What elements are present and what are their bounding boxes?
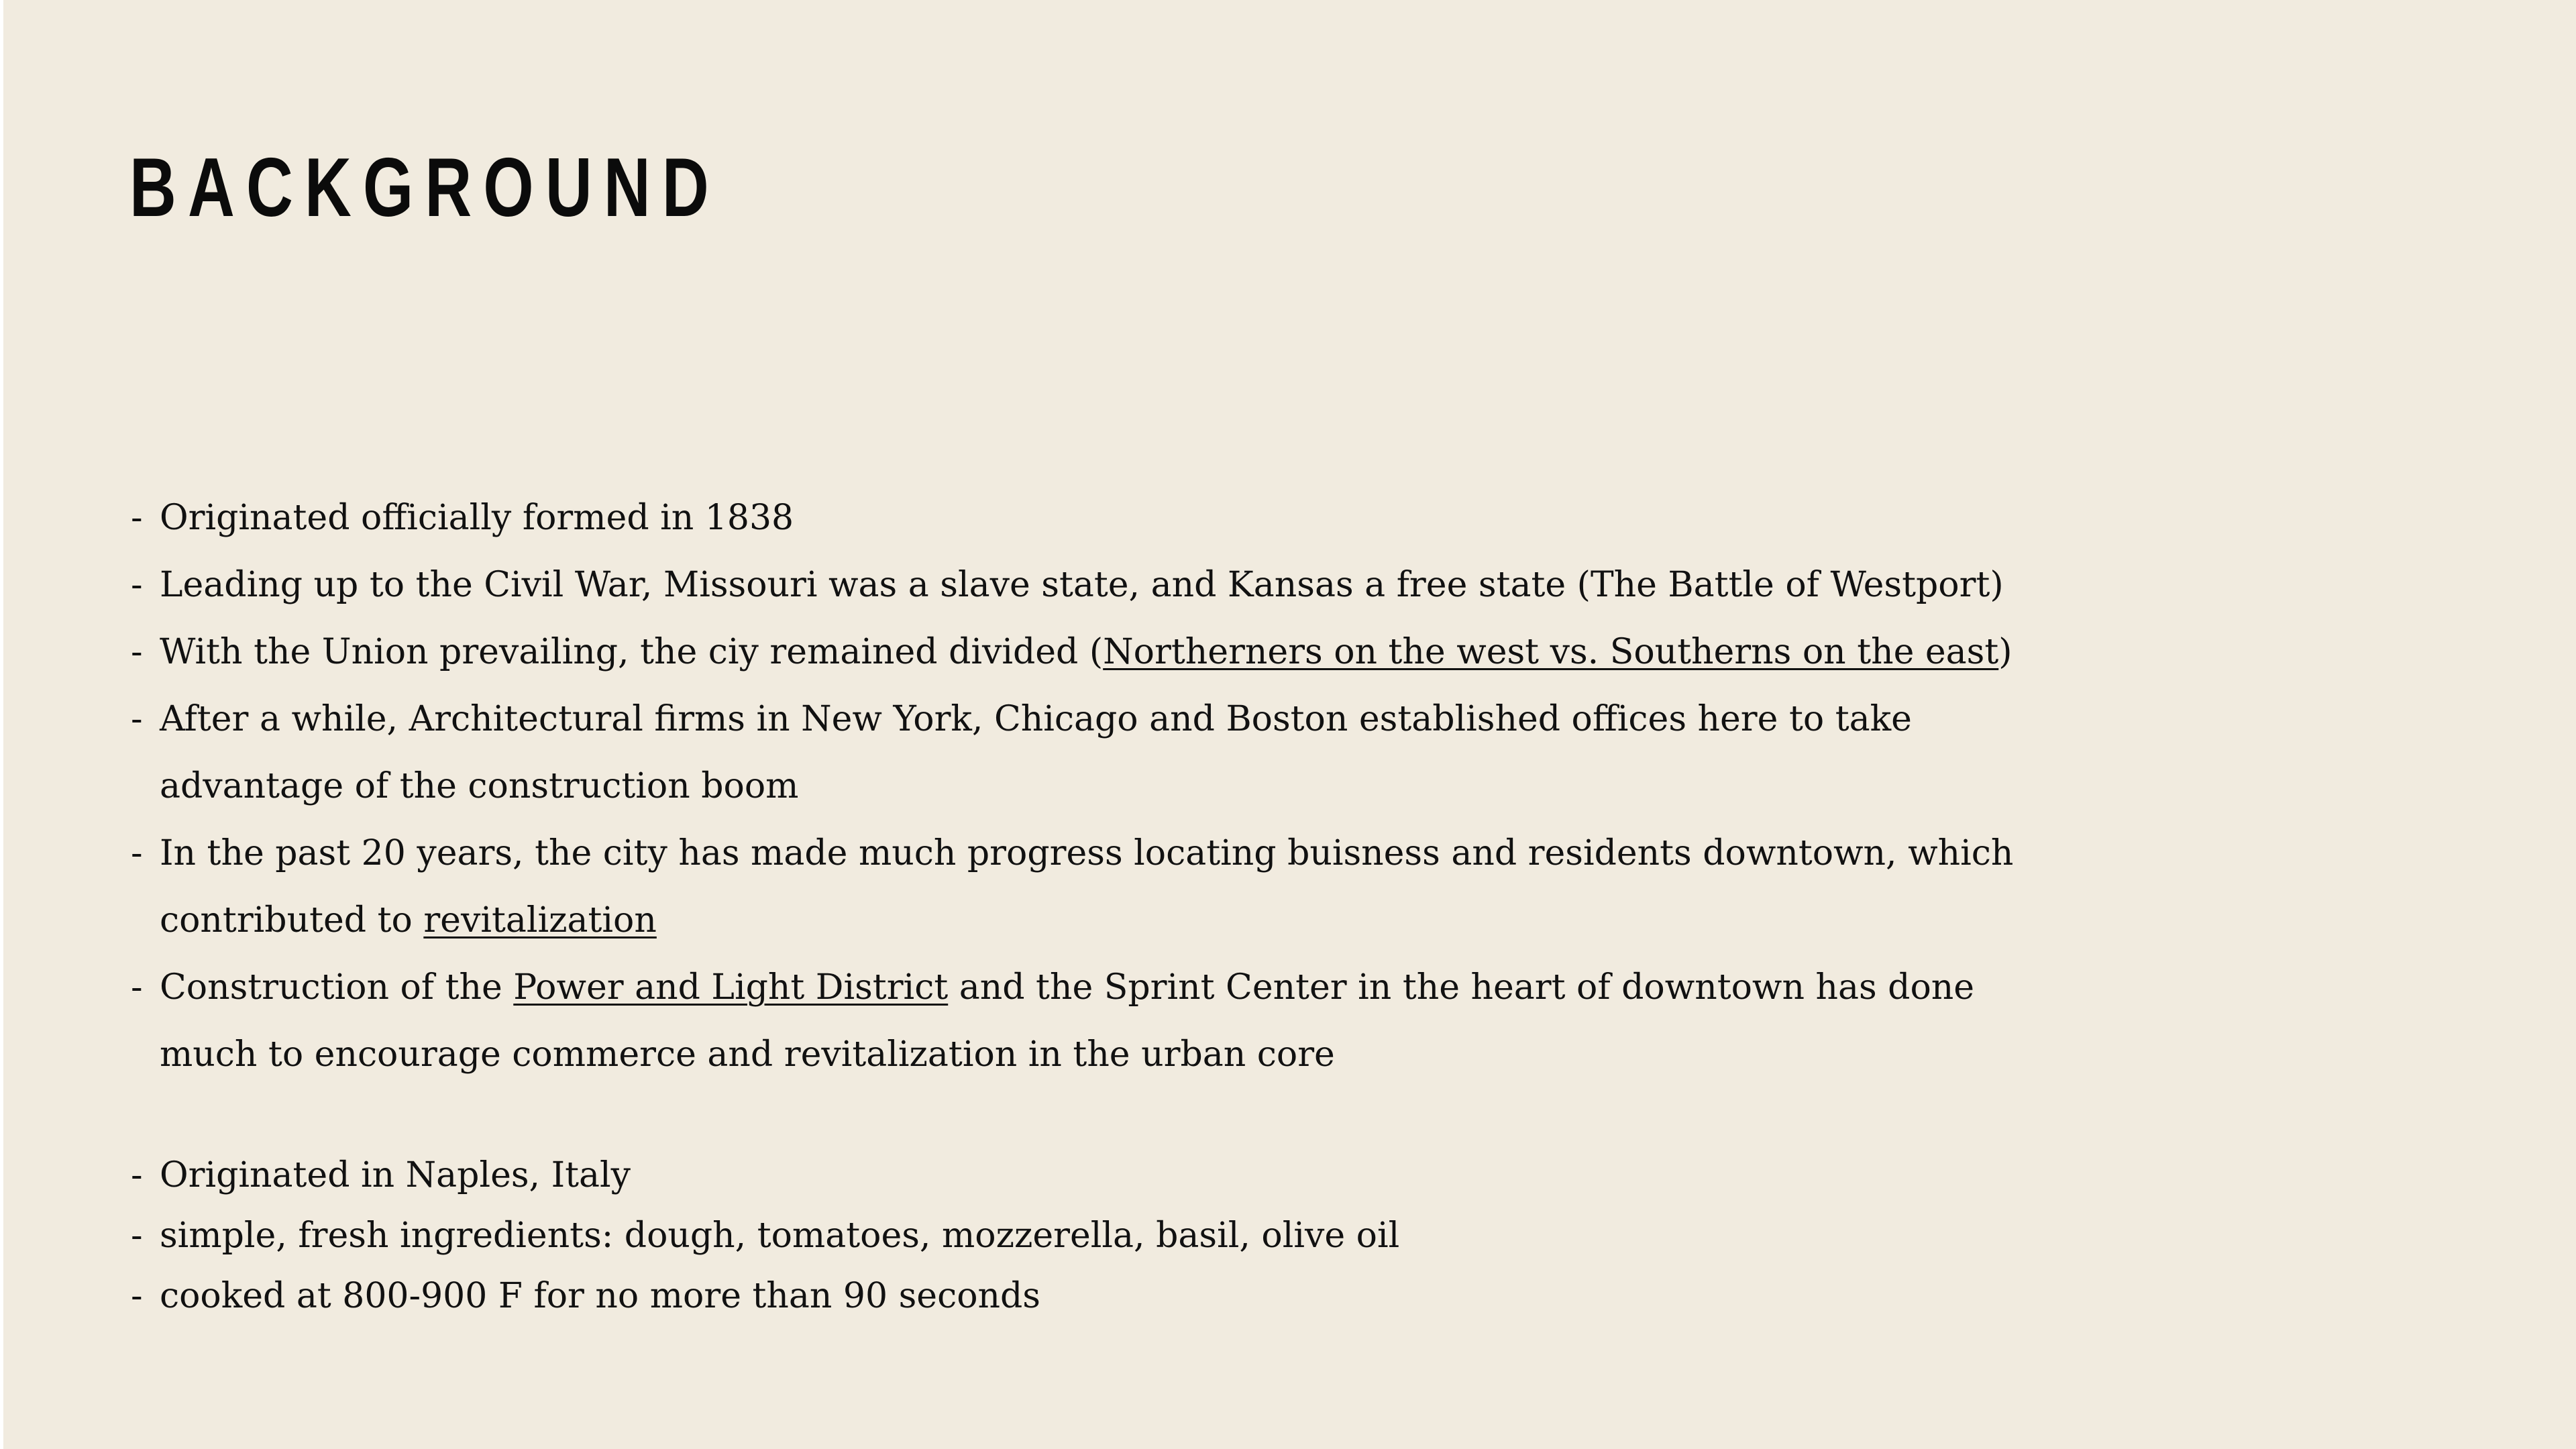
- item-text-line-2: much to encourage commerce and revitalization in the urban core: [160, 1034, 1335, 1075]
- bullet-dash: -: [131, 1216, 143, 1256]
- item-text: Originated in Naples, Italy: [160, 1155, 631, 1195]
- list-item: [131, 954, 1976, 1088]
- slide-title: BACKGROUND: [129, 142, 720, 234]
- underlined-link-text[interactable]: Northerners on the west vs. Southerns on the east: [1103, 632, 1999, 672]
- item-text-line-1: In the past 20 years, the city has made much progress locating buisness and residents downtown, which: [160, 833, 2014, 873]
- item-text: and the Sprint Center in the heart of downtown has done: [948, 967, 1975, 1008]
- item-text-line-2: contributed to: [160, 900, 424, 941]
- bullet-dash: -: [131, 498, 143, 538]
- bullet-dash: -: [131, 1276, 143, 1316]
- list-item: [131, 619, 2012, 686]
- bullet-dash: -: [131, 833, 143, 873]
- item-text-line-2: advantage of the construction boom: [160, 766, 799, 806]
- underlined-link-text[interactable]: Power and Light District: [513, 967, 949, 1008]
- item-text: Originated officially formed in 1838: [160, 498, 794, 538]
- bullet-dash: -: [131, 632, 143, 672]
- list-item: [131, 1145, 1976, 1205]
- bullet-dash: -: [131, 1155, 143, 1195]
- item-text-line-1: After a while, Architectural firms in New York, Chicago and Boston established offices here to take: [160, 699, 1912, 739]
- item-text: With the Union prevailing, the ciy remained divided (: [160, 632, 1104, 672]
- item-text: ): [1998, 632, 2012, 672]
- list-item: [131, 820, 2014, 954]
- list-item: [131, 1205, 1976, 1266]
- history-bullet-list: [131, 484, 2014, 1088]
- list-item: [131, 551, 2004, 619]
- bullet-dash: -: [131, 699, 143, 739]
- bullet-dash: -: [131, 967, 143, 1008]
- item-text: cooked at 800-900 F for no more than 90 seconds: [160, 1276, 1040, 1316]
- list-item: [131, 686, 1976, 820]
- item-text: simple, fresh ingredients: dough, tomatoes, mozzerella, basil, olive oil: [160, 1216, 1400, 1256]
- item-text: Construction of the: [160, 967, 514, 1008]
- pizza-bullet-list: [131, 1145, 1976, 1326]
- bullet-dash: -: [131, 565, 143, 605]
- list-item: [131, 484, 1976, 551]
- underlined-link-text[interactable]: revitalization: [423, 900, 657, 941]
- item-text: Leading up to the Civil War, Missouri was a slave state, and Kansas a free state (The Battle of Westport): [160, 565, 2004, 605]
- list-item: [131, 1266, 1976, 1326]
